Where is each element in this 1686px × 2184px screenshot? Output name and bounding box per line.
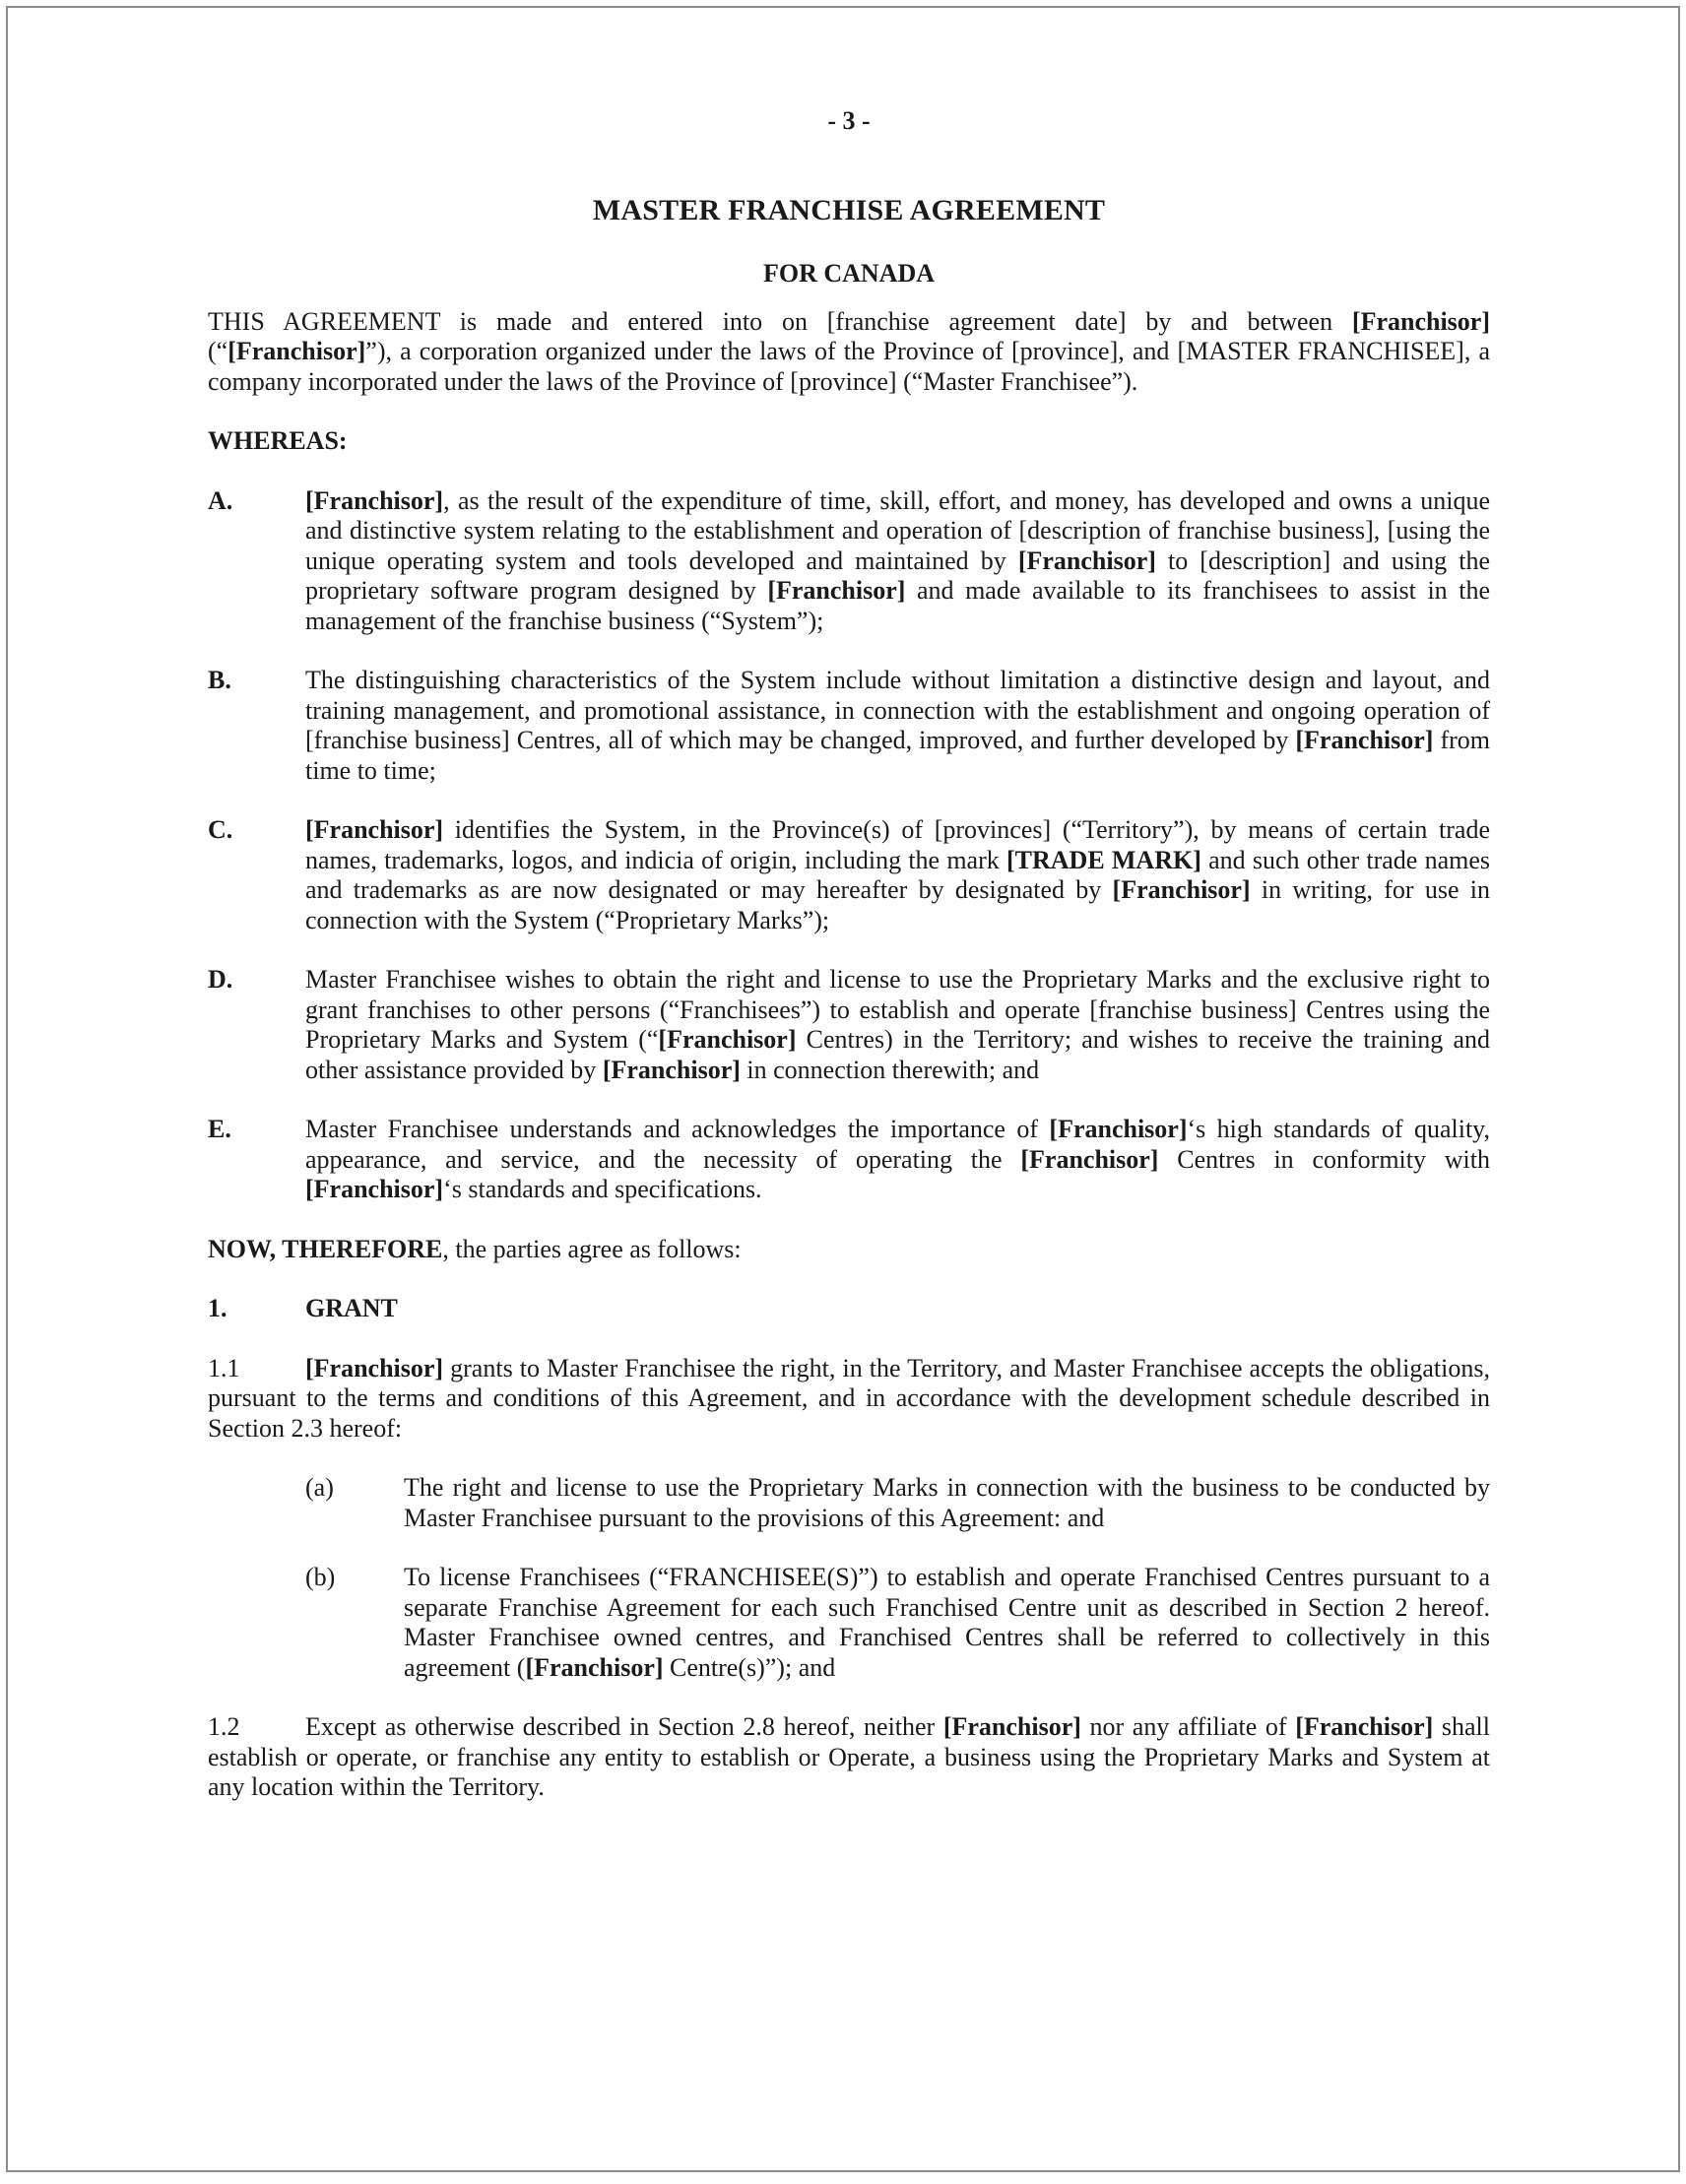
now-therefore-bold: NOW, THEREFORE [208, 1234, 443, 1263]
bold-term: [Franchisor] [305, 485, 444, 515]
bold-term: [Franchisor] [602, 1055, 741, 1084]
bold-term: [Franchisor] [305, 1353, 444, 1382]
bold-term: [Franchisor] [1295, 726, 1434, 754]
page-number: - 3 - [827, 106, 871, 135]
recital-label: A. [208, 485, 233, 515]
section-number: 1. [208, 1294, 227, 1322]
intro-text-2: (“ [208, 337, 228, 365]
recital-label: B. [208, 666, 231, 694]
text-run: ‘s high standards of quality, appearance, and service, and the necessity of operating the [305, 1115, 1490, 1174]
text-run: grants to Master Franchisee the right, in the Territory, and Master Franchisee accepts the obligations, pursuant to the terms and conditions of this Agreement, and in accordance with the development schedule described in Section 2.3 hereof: [208, 1353, 1490, 1443]
intro-text-1: THIS AGREEMENT is made and entered into on [franchise agreement date] by and between [208, 306, 1352, 336]
subclause-a [305, 1473, 1490, 1533]
bold-term: [Franchisor] [1017, 546, 1156, 575]
bold-term: [Franchisor] [942, 1712, 1081, 1741]
intro-text-3: ”), a corporation organized under the laws of the Province of [province], and [MASTER FRANCHISEE], a company incorporated under the laws of the Province of [province] (“Master Franchisee”). [208, 337, 1490, 396]
whereas-heading: WHEREAS: [208, 426, 348, 455]
text-run: Centres) in the Territory; and wishes to receive the training and other assistance provided by [305, 1025, 1491, 1084]
bold-term: [Franchisor] [658, 1025, 797, 1054]
bold-term: [Franchisor] [1020, 1144, 1159, 1174]
recital-text [305, 1115, 1490, 1205]
intro-bold-1: [Franchisor] [1351, 306, 1490, 336]
bold-term: [Franchisor] [1112, 875, 1251, 904]
clause-1-1 [208, 1354, 1490, 1445]
now-therefore-paragraph [208, 1235, 1490, 1265]
clause-1-2 [208, 1712, 1490, 1803]
intro-bold-2: [Franchisor] [227, 337, 366, 365]
text-run: from time to time; [305, 726, 1490, 785]
recital-a [208, 486, 1490, 637]
document-page [6, 6, 1680, 2172]
section-title: GRANT [305, 1294, 398, 1322]
bold-term: [Franchisor] [767, 576, 906, 605]
section-1-heading [208, 1294, 1490, 1324]
document-subtitle: FOR CANADA [762, 259, 936, 288]
text-run: ‘s standards and specifications. [443, 1175, 762, 1203]
text-run: , as the result of the expenditure of time, skill, effort, and money, has developed and owns a unique and distinctive system relating to the establishment and operation of [description of franchise business], [using the unique operating system and tools developed and maintained by [305, 485, 1490, 575]
recital-e [208, 1115, 1490, 1205]
subclause-text [404, 1563, 1490, 1683]
bold-term: [TRADE MARK] [1005, 845, 1201, 874]
text-run: Master Franchisee wishes to obtain the right and license to use the Proprietary Marks and the exclusive right to grant franchises to other persons (“Franchisees”) to establish and operate [franchise business] Centres using the Proprietary Marks and System (“ [305, 965, 1490, 1054]
text-run: To license Franchisees (“FRANCHISEE(S)”) to establish and operate Franchised Centres pursuant to a separate Franchise Agreement for each such Franchised Centre unit as described in Section 2 hereof. Master Franchisee owned centres, and Franchised Centres shall be referred to collectively in this agreement ( [404, 1563, 1490, 1682]
recital-text [305, 486, 1490, 637]
subclause-label: (b) [305, 1563, 336, 1591]
intro-paragraph [208, 307, 1490, 398]
bold-term: [Franchisor] [305, 1175, 444, 1203]
bold-term: [Franchisor] [525, 1652, 664, 1682]
subclause-text [404, 1473, 1490, 1533]
text-run: in writing, for use in connection with the System (“Proprietary Marks”); [305, 875, 1490, 934]
text-run: Master Franchisee understands and acknowledges the importance of [305, 1115, 1050, 1143]
text-run: nor any affiliate of [1080, 1712, 1296, 1741]
text-run: identifies the System, in the Province(s) of [provinces] (“Territory”), by means of certain trade names, trademarks, logos, and indicia of origin, including the mark [305, 815, 1490, 874]
recital-label: D. [208, 965, 233, 994]
text-run: to [description] and using the proprietary software program designed by [305, 546, 1490, 605]
document-body [208, 106, 1490, 1832]
recital-d [208, 965, 1490, 1085]
recital-c [208, 815, 1490, 935]
clause-number: 1.2 [208, 1712, 240, 1741]
recital-text [305, 666, 1490, 786]
recital-label: E. [208, 1115, 231, 1143]
text-run: and such other trade names and trademarks as are now designated or may hereafter by designated by [305, 845, 1490, 904]
text-run: shall establish or operate, or franchise any entity to establish or Operate, a business using the Proprietary Marks and System at any location within the Territory. [208, 1712, 1490, 1801]
bold-term: [Franchisor] [305, 815, 444, 844]
text-run: Centres in conformity with [1158, 1144, 1490, 1174]
recital-text [305, 965, 1490, 1085]
bold-term: [Franchisor] [1049, 1115, 1188, 1143]
bold-term: [Franchisor] [1295, 1712, 1434, 1741]
recital-label: C. [208, 815, 233, 844]
document-title: MASTER FRANCHISE AGREEMENT [592, 193, 1106, 226]
recital-b [208, 666, 1490, 786]
text-run: and made available to its franchisees to assist in the management of the franchise business (“System”); [305, 576, 1490, 635]
clause-number: 1.1 [208, 1353, 240, 1382]
now-therefore-text: , the parties agree as follows: [442, 1234, 742, 1263]
text-run: The right and license to use the Proprietary Marks in connection with the business to be conducted by Master Franchisee pursuant to the provisions of this Agreement: and [404, 1473, 1490, 1532]
subclause-label: (a) [305, 1473, 334, 1502]
text-run: The distinguishing characteristics of the System include without limitation a distinctive design and layout, and training management, and promotional assistance, in connection with the establishment and ongoing operation of [franchise business] Centres, all of which may be changed, improved, and further developed by [305, 666, 1490, 754]
subclause-b [305, 1563, 1490, 1683]
text-run: in connection therewith; and [740, 1055, 1040, 1084]
text-run: Except as otherwise described in Section 2.8 hereof, neither [305, 1712, 943, 1741]
recital-text [305, 815, 1490, 935]
text-run: Centre(s)”); and [663, 1652, 836, 1682]
